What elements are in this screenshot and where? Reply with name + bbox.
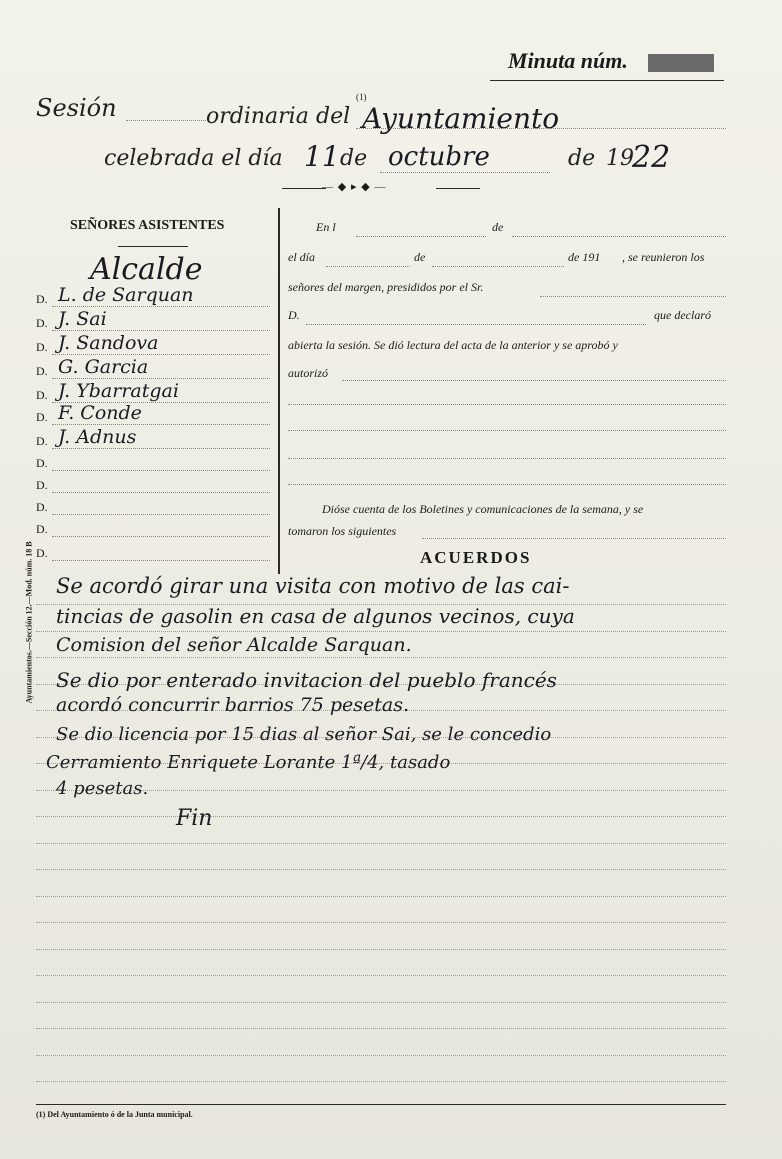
acuerdo-handwritten-line: Se dio por enterado invitacion del pueblo francés (56, 668, 557, 692)
attendee-prefix: D. (36, 292, 48, 306)
ruled-line (36, 1002, 726, 1003)
attendee-prefix: D. (36, 316, 48, 330)
acuerdo-handwritten-line: Cerramiento Enriquete Lorante 1ª/4, tasado (46, 752, 451, 773)
de-label-1: de (340, 146, 368, 171)
attendee-name: J. Adnus (58, 426, 137, 448)
side-print: Ayuntamientos.—Sección 12.—Mod. núm. 18 B (24, 541, 34, 704)
acuerdo-handwritten-line: Comision del señor Alcalde Sarquan. (56, 634, 412, 656)
form-dotline-10 (288, 484, 726, 485)
cuenta-line1: Dióse cuenta de los Boletines y comunicaciones de la semana, y se (322, 502, 644, 516)
ruled-line (36, 949, 726, 950)
form-dotline-2b (432, 266, 564, 267)
acuerdo-handwritten-line: Se dio licencia por 15 dias al señor Sai, se le concedio (56, 724, 552, 745)
acuerdo-handwritten-line: tincias de gasolin en casa de algunos vecinos, cuya (56, 604, 575, 628)
acuerdos-heading: ACUERDOS (420, 548, 532, 567)
attendee-dotline (52, 536, 270, 537)
attendee-dotline (52, 424, 270, 425)
form-line2-year: de 191 (568, 250, 601, 264)
ornament-rule-right (436, 188, 480, 189)
ruled-line (36, 816, 726, 817)
form-dotline-1b (512, 236, 726, 237)
attendee-name: G. Garcia (58, 356, 149, 378)
attendee-prefix: D. (36, 546, 48, 560)
form-dotline-7 (288, 404, 726, 405)
body-name-handwritten: Ayuntamiento (362, 102, 560, 135)
month-handwritten: octubre (388, 142, 490, 172)
form-line2-dia: el día (288, 250, 315, 264)
attendee-name: L. de Sarquan (58, 284, 194, 306)
attendee-dotline (52, 492, 270, 493)
ruled-line (36, 975, 726, 976)
attendee-name: J. Ybarratgai (58, 380, 179, 402)
attendee-dotline (52, 378, 270, 379)
del-label: del (316, 104, 351, 129)
attendee-prefix: D. (36, 388, 48, 402)
form-dotline-2a (326, 266, 410, 267)
form-line2-rest: , se reunieron los (622, 250, 705, 264)
attendee-prefix: D. (36, 522, 48, 536)
year-prefix: 19 (606, 146, 634, 171)
session-label: Sesión (36, 94, 117, 122)
attendee-dotline (52, 330, 270, 331)
attendee-prefix: D. (36, 478, 48, 492)
cuenta-dotline (422, 538, 726, 539)
attendee-role-alcalde: Alcalde (90, 252, 203, 287)
attendee-prefix: D. (36, 410, 48, 424)
attendees-title: SEÑORES ASISTENTES (70, 218, 225, 233)
acuerdo-handwritten-line: Se acordó girar una visita con motivo de las cai- (56, 574, 570, 598)
attendee-prefix: D. (36, 500, 48, 514)
ruled-line (36, 869, 726, 870)
ruled-line (36, 657, 726, 658)
form-line4-d: D. (288, 308, 300, 322)
acuerdo-handwritten-line: 4 pesetas. (56, 778, 149, 799)
attendee-prefix: D. (36, 364, 48, 378)
ruled-line (36, 1055, 726, 1056)
attendee-dotline (52, 470, 270, 471)
form-line4-rest: que declaró (654, 308, 711, 322)
attendee-name: F. Conde (58, 402, 142, 424)
form-line5: abierta la sesión. Se dió lectura del acta de la anterior y se aprobó y (288, 338, 618, 352)
attendee-name: J. Sai (58, 308, 107, 330)
year-suffix-handwritten: 22 (632, 140, 671, 175)
day-handwritten: 11 (304, 140, 340, 173)
ruled-line (36, 922, 726, 923)
ruled-line (36, 896, 726, 897)
ruled-line (36, 1081, 726, 1082)
form-dotline-4 (306, 324, 646, 325)
body-dotline (356, 128, 726, 129)
form-line3: señores del margen, presididos por el Sr. (288, 280, 484, 294)
de-label-2: de (568, 146, 596, 171)
acuerdo-handwritten-line: Fin (176, 806, 213, 831)
footnote-text: (1) Del Ayuntamiento ó de la Junta municipal. (36, 1110, 193, 1119)
ruled-line (36, 843, 726, 844)
attendee-dotline (52, 448, 270, 449)
acuerdo-handwritten-line: acordó concurrir barrios 75 pesetas. (56, 694, 410, 716)
session-type: ordinaria (206, 104, 309, 129)
attendee-prefix: D. (36, 456, 48, 470)
footnote-rule (36, 1104, 726, 1105)
attendee-dotline (52, 514, 270, 515)
ornament-rule-left (282, 188, 326, 189)
attendee-dotline (52, 306, 270, 307)
celebrada-label: celebrada el día (104, 146, 283, 171)
month-dotline (380, 172, 550, 173)
attendee-prefix: D. (36, 340, 48, 354)
minuta-number-stamp (648, 54, 714, 72)
ornament: — ◆ ▸ ◆ — (322, 181, 387, 193)
attendees-title-rule (118, 246, 188, 247)
minuta-label: Minuta núm. (508, 48, 628, 73)
minuta-underline (490, 80, 724, 81)
attendee-dotline (52, 560, 270, 561)
ruled-line (36, 631, 726, 632)
form-line1-de: de (492, 220, 504, 234)
form-dotline-1a (356, 236, 486, 237)
form-dotline-6 (342, 380, 726, 381)
form-line2-de: de (414, 250, 426, 264)
footnote-mark: (1) (356, 92, 367, 102)
form-dotline-9 (288, 458, 726, 459)
session-dotline (126, 120, 206, 121)
cuenta-line2: tomaron los siguientes (288, 524, 397, 538)
form-dotline-3 (540, 296, 726, 297)
ruled-line (36, 1028, 726, 1029)
attendee-prefix: D. (36, 434, 48, 448)
column-divider (278, 208, 280, 574)
form-line1-en: En l (316, 220, 336, 234)
attendee-name: J. Sandova (58, 332, 159, 354)
form-dotline-8 (288, 430, 726, 431)
form-line6: autorizó (288, 366, 329, 380)
attendee-dotline (52, 354, 270, 355)
